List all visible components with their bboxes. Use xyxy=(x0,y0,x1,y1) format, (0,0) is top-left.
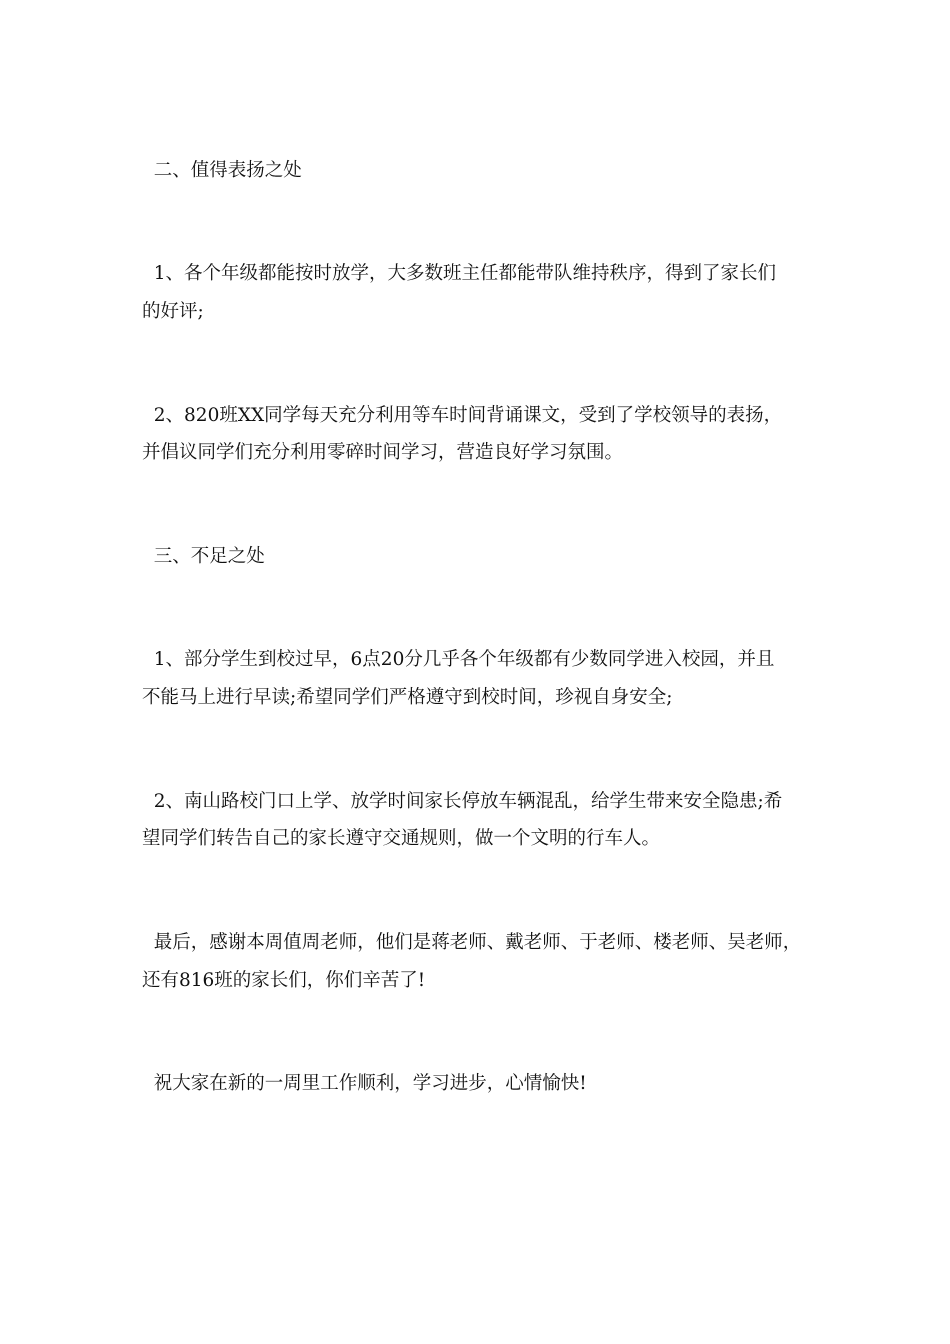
section-heading-praise: 二、值得表扬之处 xyxy=(142,160,302,181)
shortcoming-item-2-line-1: 2、南山路校门口上学、放学时间家长停放车辆混乱，给学生带来安全隐患;希 xyxy=(142,791,783,812)
praise-item-2-line-2: 并倡议同学们充分利用零碎时间学习，营造良好学习氛围。 xyxy=(142,442,624,463)
shortcoming-item-2-line-2: 望同学们转告自己的家长遵守交通规则，做一个文明的行车人。 xyxy=(142,828,661,849)
praise-item-2-line-1: 2、820班XX同学每天充分利用等车时间背诵课文，受到了学校领导的表扬， xyxy=(142,405,783,426)
shortcoming-item-1-line-2: 不能马上进行早读;希望同学们严格遵守到校时间，珍视自身安全; xyxy=(142,687,673,708)
section-heading-shortcomings: 三、不足之处 xyxy=(142,546,265,567)
thanks-line-1: 最后，感谢本周值周老师，他们是蒋老师、戴老师、于老师、楼老师、吴老师， xyxy=(142,932,802,953)
shortcoming-item-1-line-1: 1、部分学生到校过早，6点20分几乎各个年级都有少数同学进入校园，并且 xyxy=(142,649,775,670)
wishes-line: 祝大家在新的一周里工作顺利，学习进步，心情愉快! xyxy=(142,1073,587,1094)
thanks-line-2: 还有816班的家长们，你们辛苦了! xyxy=(142,970,426,991)
praise-item-1-line-2: 的好评; xyxy=(142,301,204,322)
praise-item-1-line-1: 1、各个年级都能按时放学，大多数班主任都能带队维持秩序，得到了家长们 xyxy=(142,263,777,284)
